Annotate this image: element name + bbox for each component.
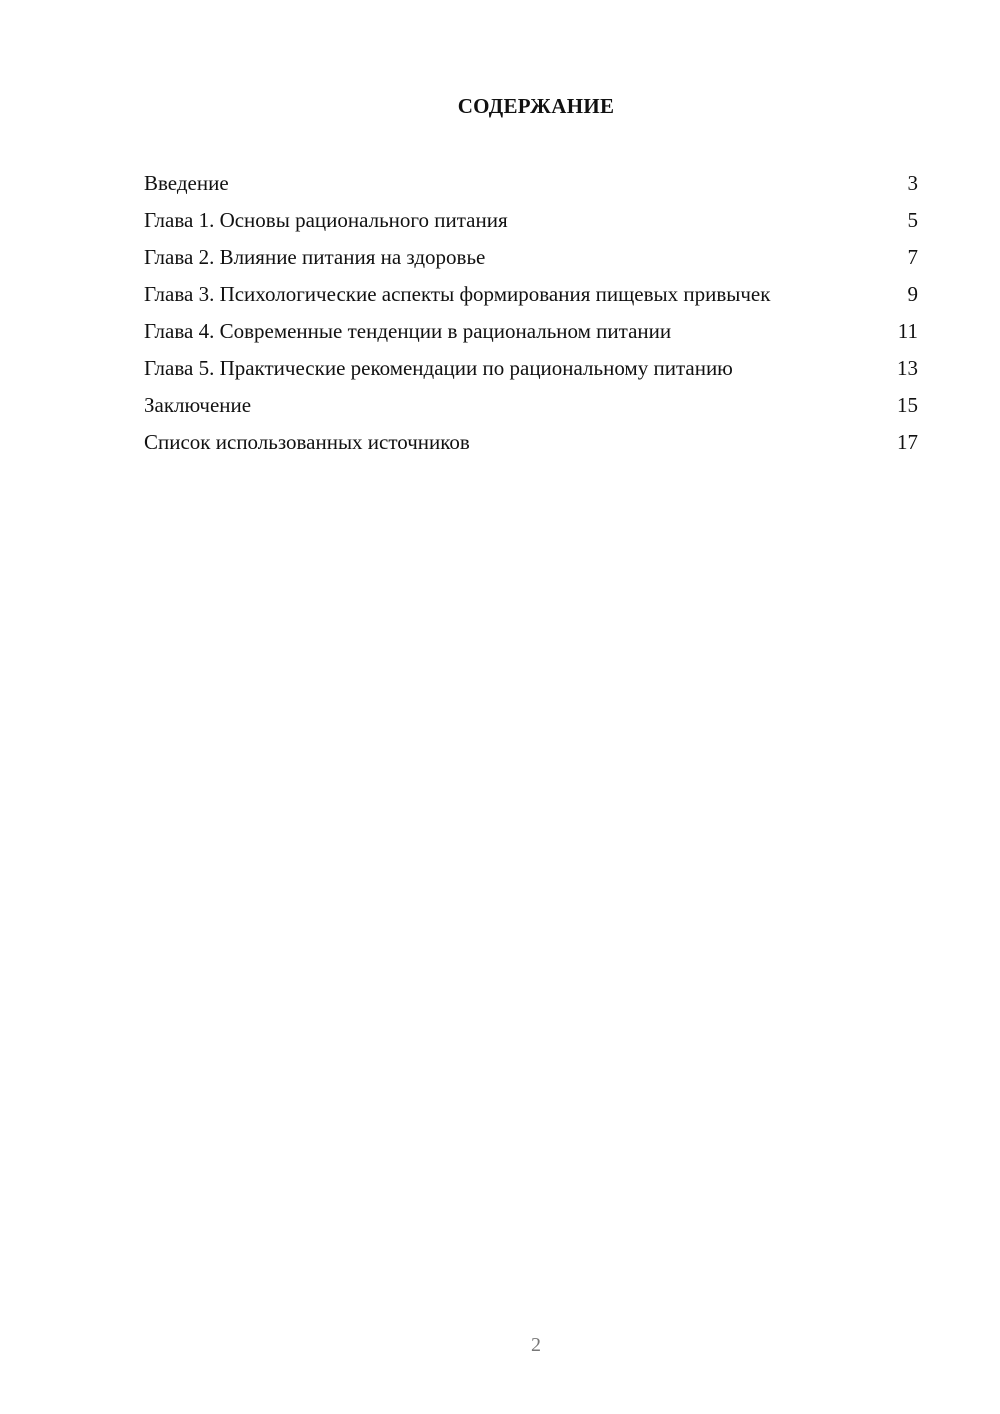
toc-entry-title: Глава 2. Влияние питания на здоровье (144, 245, 486, 269)
toc-entry-chapter-4 (144, 318, 918, 345)
toc-entry-title: Глава 1. Основы рационального питания (144, 208, 508, 232)
toc-entry-page: 9 (907, 282, 918, 306)
toc-entry-chapter-5 (144, 355, 918, 382)
toc-entry-chapter-3 (144, 281, 918, 308)
toc-entry-chapter-2 (144, 244, 918, 271)
toc-entry-page: 7 (907, 245, 918, 269)
toc-entry-title: Глава 4. Современные тенденции в рациональном питании (144, 319, 672, 343)
toc-entry-references (144, 429, 918, 456)
toc-entry-introduction (144, 170, 918, 197)
toc-entry-title: Введение (144, 171, 229, 195)
toc-entry-title: Глава 3. Психологические аспекты формирования пищевых привычек (144, 282, 771, 306)
toc-entry-title: Список использованных источников (144, 430, 470, 454)
toc-entry-page: 15 (897, 393, 918, 417)
toc-entry-page: 5 (907, 208, 918, 232)
toc-entry-chapter-1 (144, 207, 918, 234)
toc-entry-page: 17 (897, 430, 918, 454)
toc-entry-title: Глава 5. Практические рекомендации по рациональному питанию (144, 356, 733, 380)
toc-entry-conclusion (144, 392, 918, 419)
toc-entry-title: Заключение (144, 393, 252, 417)
toc-entry-page: 13 (897, 356, 918, 380)
page-number: 2 (531, 1334, 541, 1356)
table-of-contents (144, 170, 918, 466)
page-title: СОДЕРЖАНИЕ (457, 94, 615, 118)
toc-entry-page: 3 (907, 171, 918, 195)
toc-entry-page: 11 (897, 319, 918, 343)
